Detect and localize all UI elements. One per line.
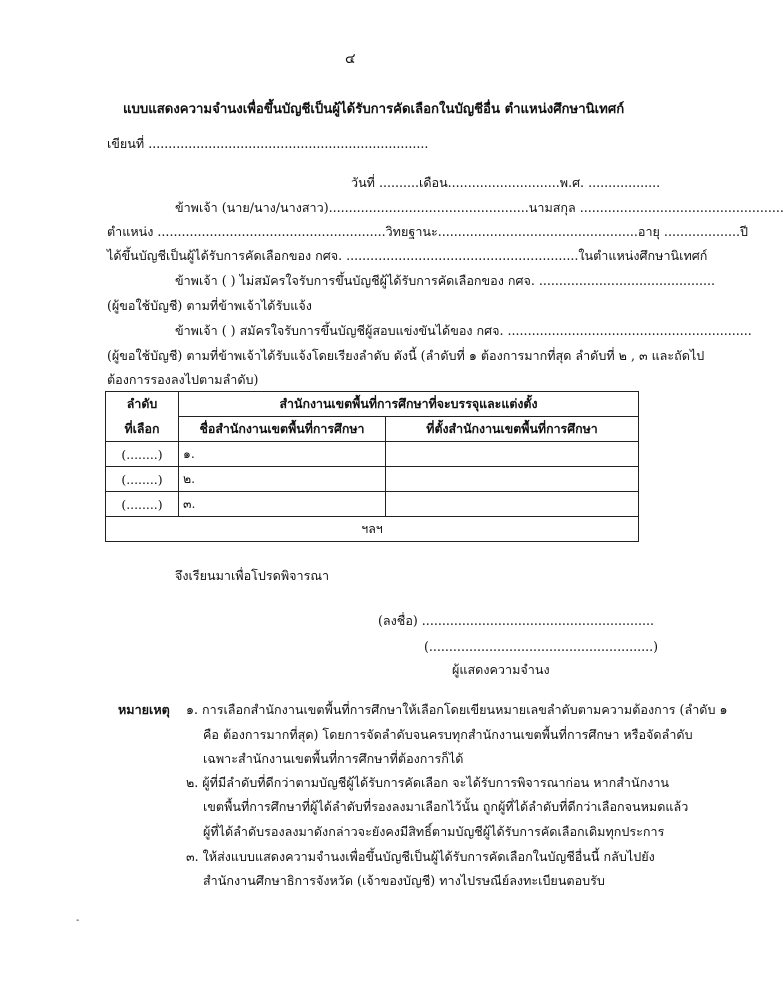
rank-cell[interactable]: (........) [106, 442, 179, 467]
signature-line[interactable]: (ลงชื่อ) .......................................................... [378, 613, 654, 628]
district-address-cell[interactable] [386, 467, 639, 492]
rank-cell[interactable]: (........) [106, 467, 179, 492]
written-at-line: เขียนที่ ...................................................................... [107, 136, 429, 151]
notes-label: หมายเหตุ [118, 702, 170, 717]
position-line: ตำแหน่ง .........................................................วิทยฐานะ..................................................อายุ ...................ปี [107, 224, 748, 239]
scan-speck: - [76, 915, 80, 926]
closing-line: จึงเรียนมาเพื่อโปรดพิจารณา [175, 568, 330, 583]
note-3-line-2: สำนักงานศึกษาธิการจังหวัด (เจ้าของบัญชี) ทางไปรษณีย์ลงทะเบียนตอบรับ [203, 873, 605, 888]
district-name-cell[interactable]: ๓. [179, 492, 386, 517]
option-accept-line: ข้าพเจ้า ( ) สมัครใจรับการขึ้นบัญชีผู้สอบแข่งขันได้ของ กศจ. ............................................................. [175, 323, 752, 338]
signature-name-line[interactable]: (........................................................) [424, 639, 659, 654]
note-2-line-1: ๒. ผู้ที่มีลำดับที่ดีกว่าตามบัญชีผู้ได้รับการคัดเลือก จะได้รับการพิจารณาก่อน หากสำนักงาน [186, 775, 670, 790]
table-footer-etc: ฯลฯ [106, 517, 639, 542]
date-line: วันที่ ..........เดือน............................พ.ศ. .................. [351, 175, 661, 190]
signature-role: ผู้แสดงความจำนง [452, 662, 550, 677]
option-decline-line: ข้าพเจ้า ( ) ไม่สมัครใจรับการขึ้นบัญชีผู้ได้รับการคัดเลือกของ กศจ. ............................................ [175, 273, 716, 288]
note-1-line-3: เฉพาะสำนักงานเขตพื้นที่การศึกษาที่ต้องการก็ได้ [203, 751, 464, 766]
rank-header-line-2: ที่เลือก [124, 420, 160, 436]
form-title: แบบแสดงความจำนงเพื่อขึ้นบัญชีเป็นผู้ได้รับการคัดเลือกในบัญชีอื่น ตำแหน่งศึกษานิเทศก์ [123, 102, 625, 117]
option-accept-line-3: ต้องการรองลงไปตามลำดับ) [107, 372, 259, 387]
table-row [106, 492, 639, 517]
listed-account-line: ได้ขึ้นบัญชีเป็นผู้ได้รับการคัดเลือกของ กศจ. ..........................................................ในตำแหน่งศึกษานิเทศก์ [107, 248, 708, 263]
note-3-line-1: ๓. ให้ส่งแบบแสดงความจำนงเพื่อขึ้นบัญชีเป็นผู้ได้รับการคัดเลือกในบัญชีอื่นนี้ กลับไปยัง [186, 849, 655, 864]
district-group-header: สำนักงานเขตพื้นที่การศึกษาที่จะบรรจุและแต่งตั้ง [179, 392, 639, 417]
district-address-cell[interactable] [386, 492, 639, 517]
district-name-cell[interactable]: ๒. [179, 467, 386, 492]
table-row [106, 467, 639, 492]
table-row [106, 442, 639, 467]
rank-header-line-1: ลำดับ [126, 395, 158, 411]
note-2-line-3: ผู้ที่ได้ลำดับรองลงมาดังกล่าวจะยังคงมีสิทธิ์ตามบัญชีผู้ได้รับการคัดเลือกเดิมทุกประการ [203, 824, 665, 839]
district-name-header: ชื่อสำนักงานเขตพื้นที่การศึกษา [179, 417, 386, 442]
note-1-line-2: คือ ต้องการมากที่สุด) โดยการจัดลำดับจนครบทุกสำนักงานเขตพื้นที่การศึกษา หรือจัดลำดับ [203, 727, 693, 742]
note-2-line-2: เขตพื้นที่การศึกษาที่ผู้ได้ลำดับที่รองลงมาเลือกไว้นั้น ถูกผู้ที่ได้ลำดับที่ดีกว่าเลือกจนหมดแล้ว [203, 799, 689, 814]
option-decline-line-2: (ผู้ขอใช้บัญชี) ตามที่ข้าพเจ้าได้รับแจ้ง [107, 298, 312, 313]
option-accept-line-2: (ผู้ขอใช้บัญชี) ตามที่ข้าพเจ้าได้รับแจ้งโดยเรียงลำดับ ดังนี้ (ลำดับที่ ๑ ต้องการมากที่สุด ลำดับที่ ๒ , ๓ และถัดไป [107, 348, 705, 363]
district-name-cell[interactable]: ๑. [179, 442, 386, 467]
district-address-cell[interactable] [386, 442, 639, 467]
applicant-name-line: ข้าพเจ้า (นาย/นาง/นางสาว)..................................................นามสกุล ................................................... [175, 200, 784, 215]
rank-cell[interactable]: (........) [106, 492, 179, 517]
district-choice-table [105, 391, 639, 542]
note-1-line-1: ๑. การเลือกสำนักงานเขตพื้นที่การศึกษาให้เลือกโดยเขียนหมายเลขลำดับตามความต้องการ (ลำดับ ๑ [186, 702, 728, 717]
page-number: ๔ [345, 51, 356, 67]
district-address-header: ที่ตั้งสำนักงานเขตพื้นที่การศึกษา [386, 417, 639, 442]
rank-header [106, 392, 179, 442]
